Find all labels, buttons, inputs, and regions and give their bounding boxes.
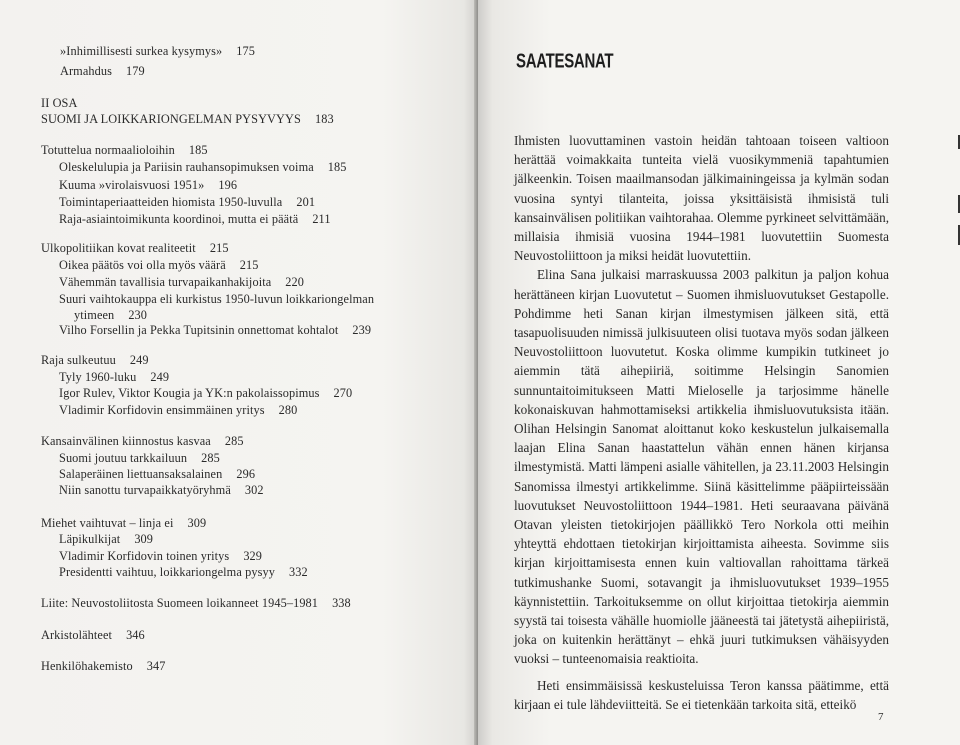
toc-section: Oikea päätös voi olla myös väärä 215 xyxy=(59,258,259,272)
preface-body xyxy=(514,131,889,714)
toc-section: Suuri vaihtokauppa eli kurkistus 1950-luvun loikkariongelman xyxy=(59,292,375,306)
page-number: 7 xyxy=(878,711,884,723)
toc-section: Vladimir Korfidovin ensimmäinen yritys 280 xyxy=(59,403,298,417)
toc-section: Toimintaperiaatteiden hiomista 1950-luvulla 201 xyxy=(59,195,316,209)
left-page xyxy=(0,0,478,745)
chapter-title: SAATESANAT xyxy=(516,50,614,73)
toc-chapter: Kansainvälinen kiinnostus kasvaa 285 xyxy=(41,434,244,448)
toc-section: Presidentti vaihtuu, loikkariongelma pysyy 332 xyxy=(59,565,308,579)
toc-section: Vladimir Korfidovin toinen yritys 329 xyxy=(59,549,263,563)
toc-section: ytimeen 230 xyxy=(74,308,148,322)
toc-chapter: Totuttelua normaalioloihin 185 xyxy=(41,143,208,157)
toc-section: Oleskelulupia ja Pariisin rauhansopimuksen voima 185 xyxy=(59,160,347,174)
toc-entry: Armahdus 179 xyxy=(60,64,145,78)
toc-entry: »Inhimillisesti surkea kysymys» 175 xyxy=(60,44,256,58)
paragraph: Heti ensimmäisissä keskusteluissa Teron kanssa päätimme, että kirjaan ei tule lähdeviitteitä. Se ei tietenkään tarkoita sitä, etteikö xyxy=(514,677,889,712)
toc-section: Läpikulkijat 309 xyxy=(59,532,154,546)
paragraph: Ihmisten luovuttaminen vastoin heidän tahtoaan toiseen valtioon herättää voimakkaita tunteita vielä vuosikymmeniä tapahtumien jälkeenkin. Toisen maailmansodan jälkimainingeissa ja kylmän sodan vuosina syntyi tilanteita, joissa yksittäisistä ihmisistä tuli kansainvälisen politiikan vaihtorahaa. Olemme pyrkineet selvittämään, millaisia ihmisiä vuosina 1944–1981 luovutettiin Suomesta Neuvostoliittoon ja miksi heidät luovutettiin. xyxy=(514,133,889,264)
toc-chapter: Raja sulkeutuu 249 xyxy=(41,353,149,367)
toc-section: Tyly 1960-luku 249 xyxy=(59,370,170,384)
toc-section: Kuuma »virolaisvuosi 1951» 196 xyxy=(59,178,238,192)
toc-section: Raja-asiaintoimikunta koordinoi, mutta ei päätä 211 xyxy=(59,212,331,226)
toc-part-heading: II OSA xyxy=(41,96,78,110)
toc-section: Salaperäinen liettuansaksalainen 296 xyxy=(59,467,256,481)
paragraph: Elina Sana julkaisi marraskuussa 2003 palkitun ja paljon kohua herättäneen kirjan Luovutetut – Suomen ihmisluovutukset Gestapolle. Pohdimme heti Sanan kirjan ilmestymisen jälkeen sitä, että tasapuolisuuden nimissä julkisuuteen olisi tuotava myös sodan jälkeen Neuvostoliittoon luovutetut. Koska olimme kumpikin tutkineet jo aiemmin tätä aihepiiriä, soitimme Helsingin Sanomien sunnuntaitoimitukseen Matti Mieloselle ja tarjosimme hänelle kokonaiskuvan hahmottamiseksi artikkelia ihmisluovutuksista itään. Olihan Helsingin Sanomat aloittanut koko keskustelun julkaisemalla laajan Elina Sanan haastattelun vähän ennen hänen kirjansa ilmestymistä. Matti lämpeni asialle vähitellen, ja 23.11.2003 Helsingin Sanomissa ilmestyi artikkelimme. Siinä käsittelimme pääpiirteissään luovutukset Neuvostoliittoon 1944–1981. Heti seuraavana päivänä Otavan yleisten tietokirjojen päällikkö Tero Norkola otti meihin yhteyttä ehdottaen tietokirjan kirjoittamista aiheesta. Sovimme siis kirjan kirjoittamisesta ennen kuin valtiovallan rahoittama tärkeä tutkimushanke Suomi, sotavangit ja ihmisluovutukset 1939–1955 käynnistettiin. Tarkoituksemme on ollut kirjoittaa tietokirja aiemmin syystä tai toisesta vähälle huomiolle jääneestä tai jätetystä aihepiiristä, joka on kuitenkin herättänyt – ehkä juuri tutkimuksen vähäisyyden vuoksi – tunteenomaisia reaktioita. xyxy=(514,267,889,667)
table-of-contents xyxy=(0,0,478,745)
toc-appendix: Liite: Neuvostoliitosta Suomeen loikanneet 1945–1981 338 xyxy=(41,596,351,610)
toc-archives: Arkistolähteet 346 xyxy=(41,628,145,642)
toc-section: Niin sanottu turvapaikkatyöryhmä 302 xyxy=(59,483,264,497)
toc-chapter: Ulkopolitiikan kovat realiteetit 215 xyxy=(41,241,229,255)
toc-part-title: SUOMI JA LOIKKARIONGELMAN PYSYVYYS 183 xyxy=(41,112,334,126)
toc-section: Vilho Forsellin ja Pekka Tupitsinin onnettomat kohtalot 239 xyxy=(59,323,372,337)
toc-section: Vähemmän tavallisia turvapaikanhakijoita 220 xyxy=(59,275,305,289)
toc-section: Igor Rulev, Viktor Kougia ja YK:n pakolaissopimus 270 xyxy=(59,386,353,400)
toc-section: Suomi joutuu tarkkailuun 285 xyxy=(59,451,220,465)
toc-chapter: Miehet vaihtuvat – linja ei 309 xyxy=(41,516,207,530)
toc-index: Henkilöhakemisto 347 xyxy=(41,659,166,673)
